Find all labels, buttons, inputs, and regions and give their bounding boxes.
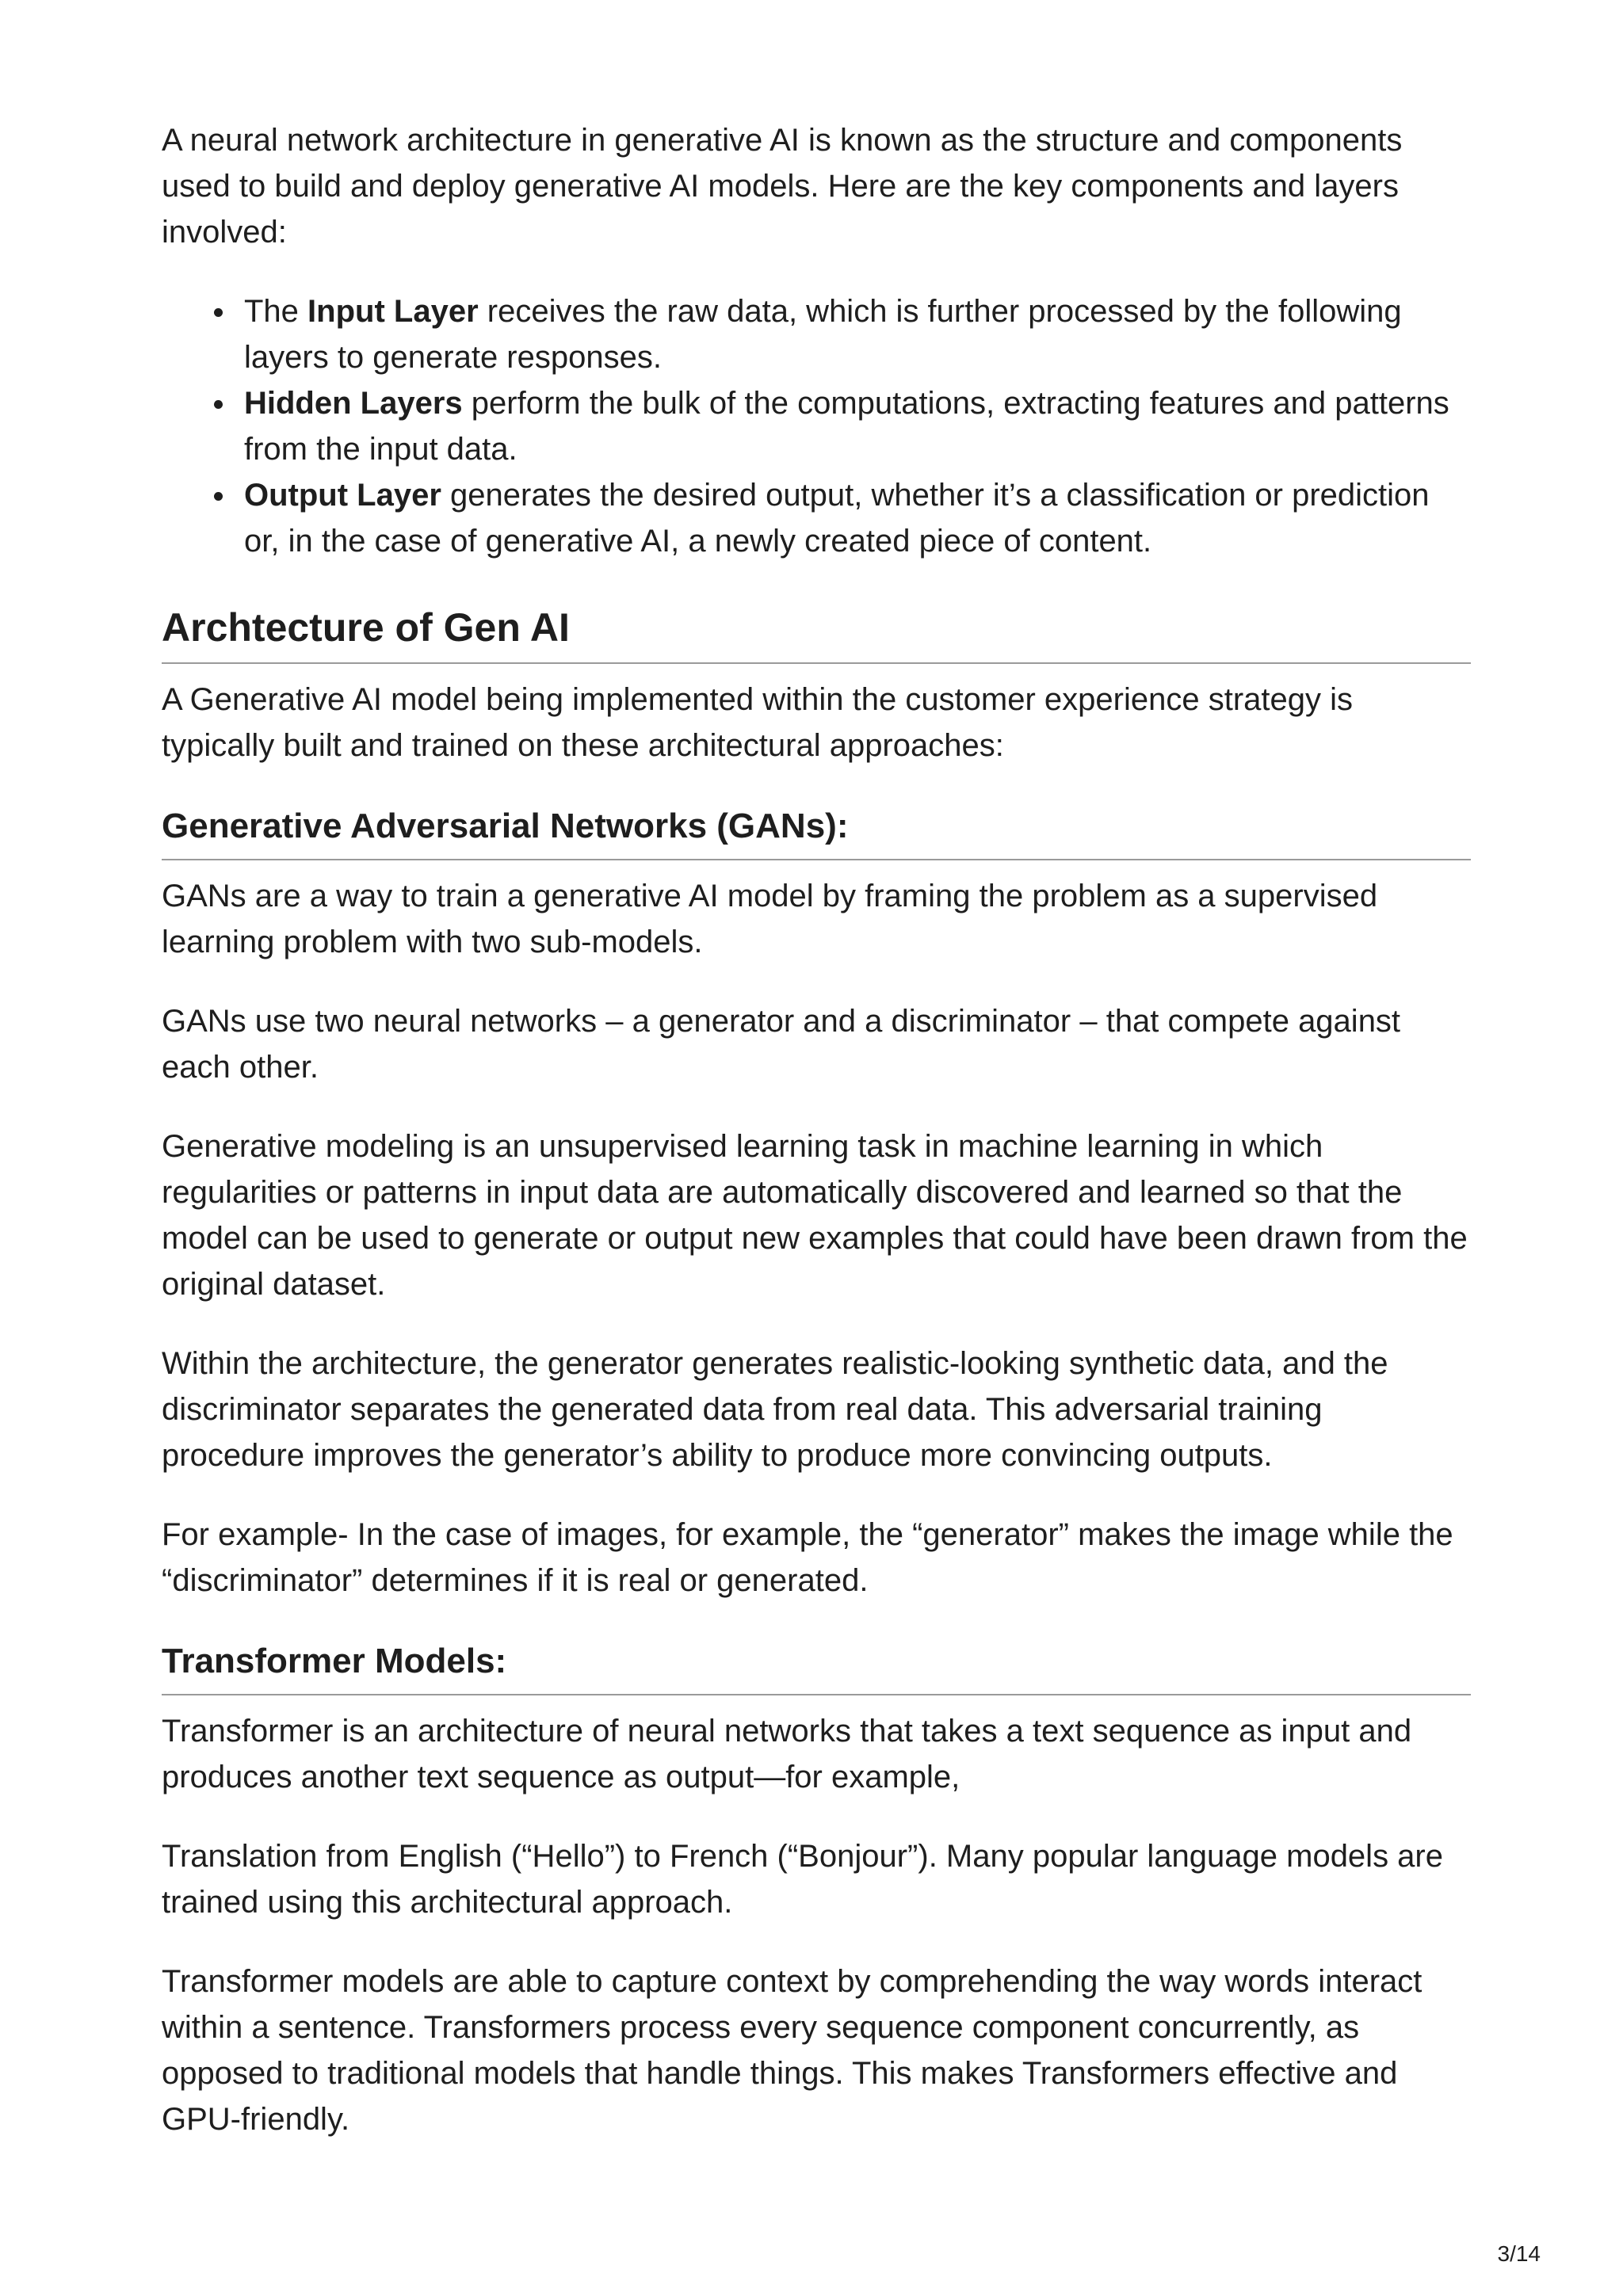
list-item-output-layer: Output Layer generates the desired output, whether it’s a classification or prediction or, in the case of generative AI, a newly created piece of content. — [162, 472, 1471, 564]
transformers-heading: Transformer Models: — [162, 1638, 1471, 1695]
gans-paragraph: Within the architecture, the generator generates realistic-looking synthetic data, and the discriminator separates the generated data from real data. This adversarial training procedure improves the generator’s ability to produce more convincing outputs. — [162, 1346, 1388, 1473]
document-body — [162, 117, 1471, 2176]
transformers-paragraph: Transformer models are able to capture context by comprehending the way words interact within a sentence. Transformers process every sequence component concurrently, as opposed to traditional models that handle things. This makes Transformers effective and GPU-friendly. — [162, 1964, 1423, 2137]
list-item-hidden-layers: Hidden Layers perform the bulk of the computations, extracting features and patterns from the input data. — [162, 380, 1471, 472]
page-number: 3/14 — [1497, 2241, 1541, 2266]
layers-list — [162, 288, 1471, 564]
transformers-paragraph: Translation from English (“Hello”) to French (“Bonjour”). Many popular language models are trained using this architectural approach. — [162, 1839, 1443, 1920]
architecture-paragraph: A Generative AI model being implemented within the customer experience strategy is typically built and trained on these architectural approaches: — [162, 682, 1354, 763]
transformers-paragraph: Transformer is an architecture of neural networks that takes a text sequence as input and produces another text sequence as output—for example, — [162, 1714, 1412, 1794]
architecture-heading: Archtecture of Gen AI — [162, 602, 1471, 664]
term-output-layer: Output Layer — [244, 478, 441, 513]
gans-paragraph: Generative modeling is an unsupervised learning task in machine learning in which regularities or patterns in input data are automatically discovered and learned so that the model can be used to generate or output new examples that could have been drawn from the original dataset. — [162, 1129, 1468, 1302]
list-item-input-layer: The Input Layer receives the raw data, which is further processed by the following layers to generate responses. — [162, 288, 1471, 380]
gans-heading: Generative Adversarial Networks (GANs): — [162, 803, 1471, 860]
gans-paragraph: GANs use two neural networks – a generator and a discriminator – that compete against each other. — [162, 1004, 1401, 1085]
gans-paragraph: For example- In the case of images, for example, the “generator” makes the image while the “discriminator” determines if it is real or generated. — [162, 1517, 1453, 1598]
gans-paragraph: GANs are a way to train a generative AI model by framing the problem as a supervised learning problem with two sub-models. — [162, 879, 1378, 959]
term-input-layer: Input Layer — [307, 294, 479, 329]
term-hidden-layers: Hidden Layers — [244, 386, 463, 421]
intro-paragraph: A neural network architecture in generative AI is known as the structure and components used to build and deploy generative AI models. Here are the key components and layers involved: — [162, 123, 1403, 250]
